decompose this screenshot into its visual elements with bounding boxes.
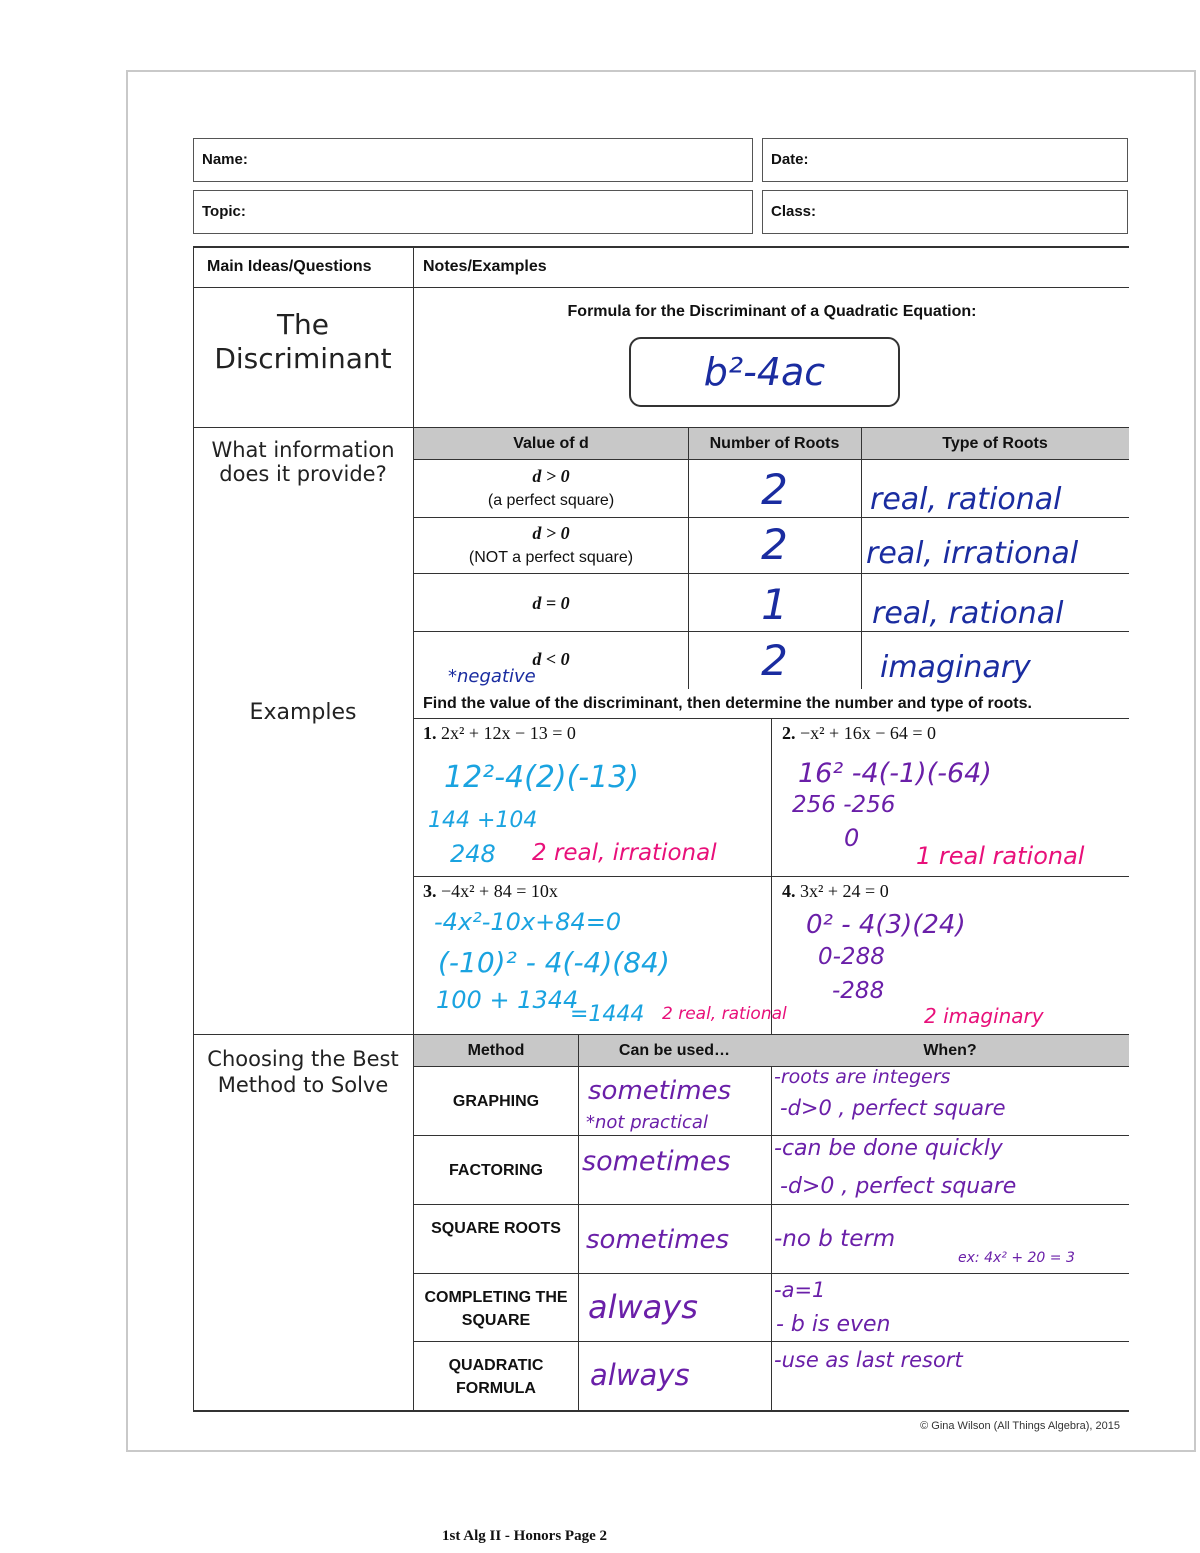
method-when: -d>0 , perfect square (780, 1096, 1006, 1120)
example-work: 16² -4(-1)(-64) (798, 758, 992, 789)
example-3: 3. −4x² + 84 = 10x (423, 881, 558, 901)
grid-header-line (193, 287, 1129, 288)
roots-number: 2 (761, 465, 788, 514)
grid-left-line (193, 246, 194, 1411)
name-label: Name: (202, 151, 248, 168)
roots-header-number: Number of Roots (709, 435, 840, 452)
roots-number: 2 (761, 520, 788, 569)
method-used: sometimes (586, 1225, 730, 1255)
roots-header-type: Type of Roots (942, 435, 1048, 452)
method-when: -d>0 , perfect square (780, 1174, 1017, 1199)
title-discriminant: The Discriminant (214, 308, 392, 375)
left-sep-2 (193, 1034, 413, 1035)
page-footer: 1st Alg II - Honors Page 2 (442, 1528, 607, 1544)
roots-row-line-2 (413, 573, 1129, 574)
column-notes: Notes/Examples (423, 258, 547, 275)
formula-answer-box[interactable] (629, 337, 900, 407)
example-work: -4x²-10x+84=0 (434, 908, 622, 936)
roots-type: real, rational (870, 482, 1062, 517)
left-sep-1 (193, 427, 413, 428)
roots-type: real, rational (872, 596, 1064, 631)
method-name: COMPLETING THE SQUARE (424, 1289, 568, 1329)
method-header-line (413, 1066, 1129, 1067)
class-label: Class: (771, 203, 817, 220)
example-1: 1. 2x² + 12x − 13 = 0 (423, 723, 576, 743)
method-used: always (588, 1288, 698, 1326)
example-4: 4. 3x² + 24 = 0 (782, 881, 889, 901)
method-used: sometimes (582, 1146, 731, 1177)
roots-header-line (413, 459, 1129, 460)
method-row-line-1 (413, 1135, 1129, 1136)
topic-field[interactable] (193, 190, 753, 234)
method-name: FACTORING (449, 1162, 543, 1179)
formula-heading: Formula for the Discriminant of a Quadratic Equation: (567, 303, 977, 320)
date-field[interactable] (762, 138, 1128, 182)
example-work: -288 (832, 978, 885, 1004)
roots-number: 1 (761, 580, 788, 629)
method-header-used: Can be used… (618, 1042, 731, 1059)
example-answer: 2 real, rational (662, 1004, 787, 1024)
method-when: -use as last resort (774, 1348, 963, 1372)
example-answer: 2 real, irrational (532, 840, 717, 866)
copyright: © Gina Wilson (All Things Algebra), 2015 (920, 1420, 1120, 1432)
roots-type: imaginary (880, 650, 1031, 685)
method-header-when: When? (923, 1042, 977, 1059)
examples-instruction: Find the value of the discriminant, then determine the number and type of roots. (423, 695, 1032, 712)
name-field[interactable] (193, 138, 753, 182)
method-name: GRAPHING (452, 1093, 540, 1110)
example-work: 0 (844, 824, 860, 852)
roots-note: (a perfect square) (487, 492, 615, 509)
method-used: sometimes (588, 1076, 732, 1106)
roots-type: real, irrational (866, 536, 1079, 571)
example-work: (-10)² - 4(-4)(84) (438, 946, 670, 979)
examples-mid-line (413, 876, 1129, 877)
example-work: 0-288 (818, 944, 885, 970)
roots-condition: d > 0 (532, 466, 570, 486)
roots-row-line-3 (413, 631, 1129, 632)
method-when: - b is even (776, 1312, 891, 1337)
formula-answer: b²-4ac (703, 350, 826, 394)
method-col-line (578, 1034, 579, 1410)
method-row-line-3 (413, 1273, 1129, 1274)
example-work: 248 (450, 840, 496, 868)
method-when: -roots are integers (774, 1066, 951, 1088)
method-name: QUADRATIC FORMULA (448, 1357, 544, 1397)
example-work: =1444 (570, 1002, 645, 1027)
example-equation: 3x² + 24 = 0 (800, 881, 889, 901)
title-examples: Examples (249, 700, 357, 725)
topic-label: Topic: (202, 203, 246, 220)
roots-row-line-1 (413, 517, 1129, 518)
roots-col-line-2 (861, 427, 862, 689)
example-answer: 2 imaginary (924, 1004, 1044, 1028)
example-work: 256 -256 (792, 792, 896, 818)
roots-note: (NOT a perfect square) (468, 549, 634, 566)
example-equation: −4x² + 84 = 10x (441, 881, 558, 901)
class-field[interactable] (762, 190, 1128, 234)
date-label: Date: (771, 151, 809, 168)
example-answer: 1 real rational (916, 842, 1085, 870)
roots-number: 2 (761, 636, 788, 685)
method-name: SQUARE ROOTS (431, 1220, 561, 1237)
method-row-line-4 (413, 1341, 1129, 1342)
method-when-note: ex: 4x² + 20 = 3 (958, 1250, 1075, 1266)
roots-annotation: *negative (448, 666, 536, 687)
method-when: -can be done quickly (774, 1136, 1003, 1161)
method-header-method: Method (467, 1042, 525, 1059)
example-equation: 2x² + 12x − 13 = 0 (441, 723, 576, 743)
method-when: -a=1 (774, 1278, 826, 1302)
example-work: 0² - 4(3)(24) (806, 910, 966, 940)
roots-condition: d < 0 (532, 649, 570, 669)
grid-bottom-line (193, 1410, 1129, 1412)
title-info: What information does it provide? (211, 438, 395, 486)
column-main-ideas: Main Ideas/Questions (207, 258, 372, 275)
method-row-line-2 (413, 1204, 1129, 1205)
example-equation: −x² + 16x − 64 = 0 (800, 723, 937, 743)
grid-top-line (193, 246, 1129, 248)
roots-condition: d > 0 (532, 523, 570, 543)
example-work: 144 +104 (428, 808, 538, 833)
roots-condition: d = 0 (532, 593, 570, 613)
method-used: always (590, 1358, 690, 1392)
example-work: 12²-4(2)(-13) (444, 760, 640, 795)
example-2: 2. −x² + 16x − 64 = 0 (782, 723, 937, 743)
roots-header-value: Value of d (513, 435, 589, 452)
example-work: 100 + 1344 (436, 986, 579, 1014)
title-method: Choosing the Best Method to Solve (207, 1047, 399, 1097)
method-used-note: *not practical (586, 1112, 708, 1133)
method-when: -no b term (774, 1226, 896, 1252)
